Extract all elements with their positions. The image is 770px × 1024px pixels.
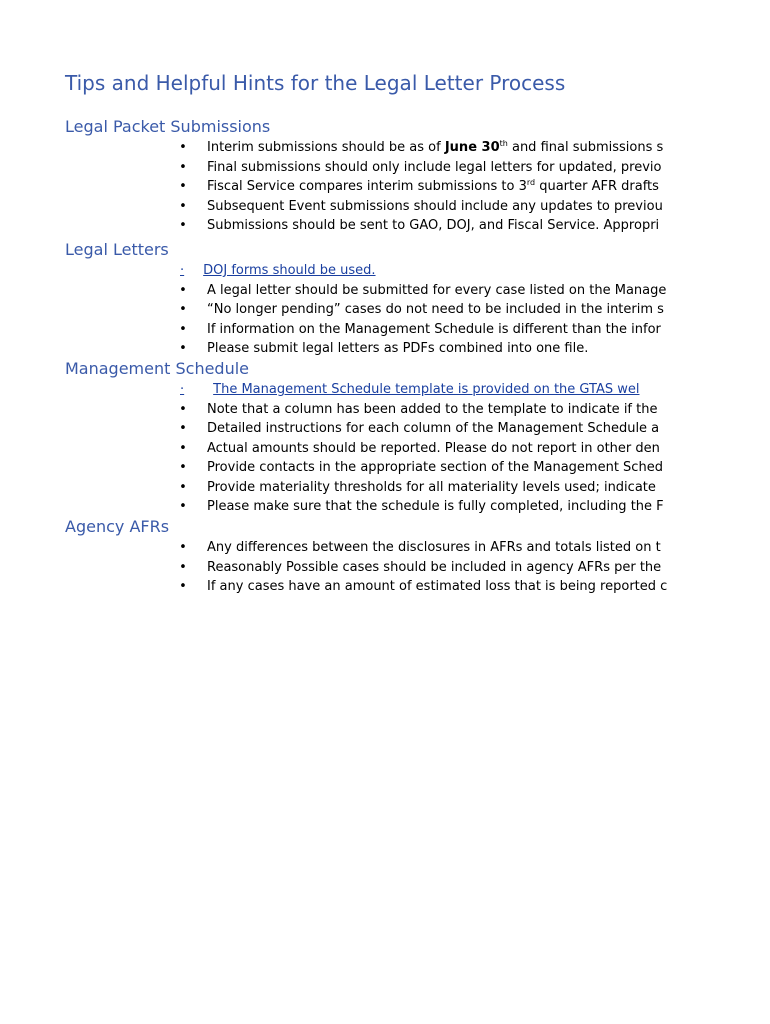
section-heading-agency-afrs: Agency AFRs	[65, 517, 170, 536]
bullet-icon: •	[179, 440, 187, 456]
list-item-text: A legal letter should be submitted for every case listed on the Manage	[207, 282, 667, 298]
bullet-icon: •	[179, 179, 187, 194]
list-item-text: Note that a column has been added to the template to indicate if the	[207, 401, 658, 417]
list-item	[0, 138, 668, 158]
list-item	[0, 300, 668, 320]
list-item-text: Please submit legal letters as PDFs combined into one file.	[207, 341, 589, 356]
doj-forms-link[interactable]: · DOJ forms should be used.	[180, 263, 376, 278]
list-item	[0, 339, 668, 359]
link-item[interactable]	[0, 261, 668, 281]
bullet-icon: •	[179, 401, 187, 417]
bullet-list-agency-afrs	[0, 538, 668, 597]
bullet-icon: •	[179, 302, 187, 317]
bullet-icon: •	[179, 421, 187, 436]
list-item-text: “No longer pending” cases do not need to be included in the interim s	[207, 302, 664, 317]
list-item-text: Please make sure that the schedule is fully completed, including the F	[207, 499, 664, 514]
bullet-icon: •	[179, 579, 187, 594]
list-item-text: Reasonably Possible cases should be included in agency AFRs per the	[207, 559, 662, 575]
list-item	[0, 439, 668, 459]
management-schedule-template-link[interactable]: · The Management Schedule template is provided on the GTAS wel	[180, 382, 640, 397]
list-item	[0, 458, 668, 478]
bullet-list-legal-letters	[0, 261, 668, 359]
page-title: Tips and Helpful Hints for the Legal Letter Process	[65, 71, 566, 95]
section-heading-legal-letters: Legal Letters	[65, 240, 169, 259]
bullet-icon: •	[179, 140, 187, 155]
bullet-icon: •	[179, 218, 187, 233]
bullet-icon: •	[179, 540, 187, 555]
list-item-text: Detailed instructions for each column of the Management Schedule a	[207, 421, 660, 436]
list-item-text: Provide contacts in the appropriate section of the Management Sched	[207, 460, 663, 475]
list-item	[0, 216, 668, 236]
list-item-text: Actual amounts should be reported. Please do not report in other den	[207, 440, 660, 456]
list-item	[0, 281, 668, 301]
list-item-text: Fiscal Service compares interim submissions to 3rd quarter AFR drafts	[207, 178, 659, 194]
list-item-text: Any differences between the disclosures in AFRs and totals listed on t	[207, 540, 661, 555]
bullet-icon: •	[179, 499, 187, 514]
bullet-icon: •	[179, 159, 187, 175]
list-item	[0, 419, 668, 439]
bullet-icon: •	[179, 321, 187, 337]
list-item	[0, 320, 668, 340]
bullet-icon: •	[179, 460, 187, 475]
list-item	[0, 177, 668, 197]
bullet-list-management-schedule	[0, 380, 668, 517]
list-item-text: Final submissions should only include legal letters for updated, previo	[207, 159, 662, 175]
list-item	[0, 497, 668, 517]
section-heading-legal-packet-submissions: Legal Packet Submissions	[65, 117, 271, 136]
list-item	[0, 558, 668, 578]
list-item	[0, 577, 668, 597]
list-item-text: If information on the Management Schedule is different than the infor	[207, 321, 661, 337]
list-item-text: Interim submissions should be as of June 30th and final submissions s	[207, 139, 664, 155]
bullet-icon: •	[179, 479, 187, 495]
bullet-list-legal-packet-submissions	[0, 138, 668, 236]
bullet-icon: •	[179, 282, 187, 298]
list-item-text: If any cases have an amount of estimated loss that is being reported c	[207, 579, 668, 594]
list-item-text: Submissions should be sent to GAO, DOJ, and Fiscal Service. Appropri	[207, 218, 660, 233]
list-item	[0, 158, 668, 178]
list-item	[0, 197, 668, 217]
section-heading-management-schedule: Management Schedule	[65, 359, 250, 378]
list-item	[0, 400, 668, 420]
list-item	[0, 478, 668, 498]
list-item	[0, 538, 668, 558]
bullet-icon: •	[179, 559, 187, 575]
list-item-text: Subsequent Event submissions should include any updates to previou	[207, 198, 663, 214]
list-item-text: Provide materiality thresholds for all materiality levels used; indicate	[207, 479, 656, 495]
bullet-icon: •	[179, 341, 187, 356]
link-item[interactable]	[0, 380, 668, 400]
bullet-icon: •	[179, 198, 187, 214]
